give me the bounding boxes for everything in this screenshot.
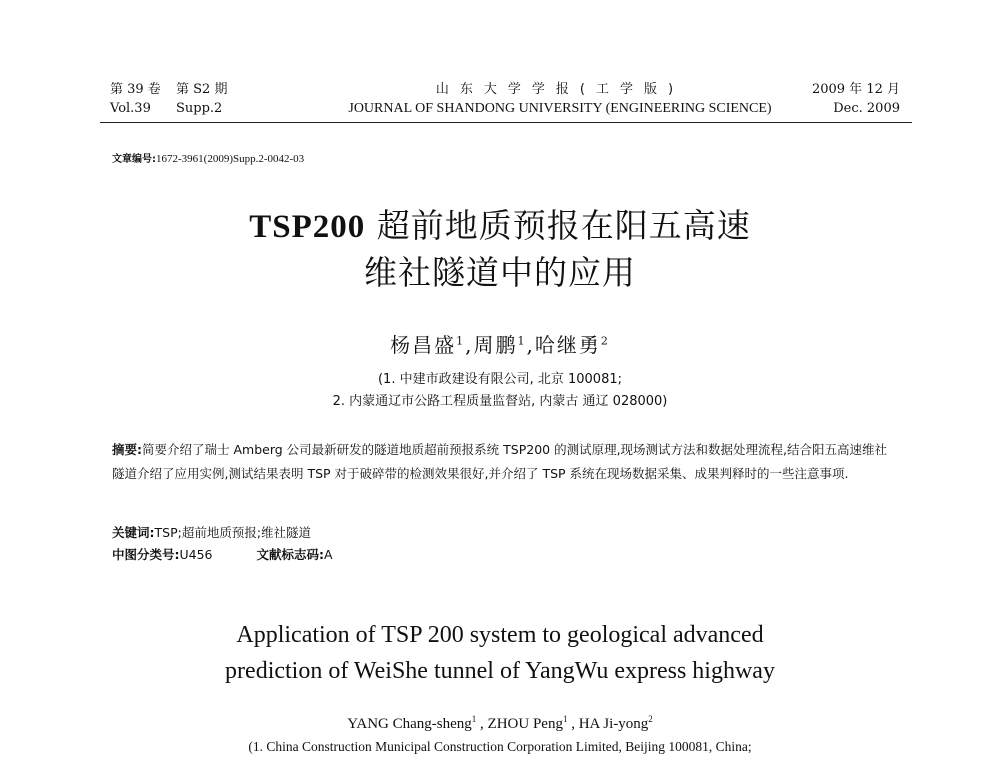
header-volume-en-row — [110, 99, 227, 118]
affiliations-cn — [0, 369, 1000, 413]
doc-code-value: A — [324, 547, 333, 562]
author-en-name: YANG Chang-sheng — [347, 716, 472, 732]
author-en-name: ZHOU Peng — [487, 716, 563, 732]
author-en-name: HA Ji-yong — [578, 716, 649, 732]
affiliation-cn-1: (1. 中建市政建设有限公司, 北京 100081; — [377, 372, 622, 387]
author-en-affil-mark: 1 — [471, 714, 477, 724]
title-en-line1: Application of TSP 200 system to geological advanced — [236, 622, 764, 648]
abstract-label: 摘要: — [112, 442, 142, 457]
author-separator: , — [476, 716, 488, 732]
title-cn — [0, 203, 1000, 296]
header-volume-cn: 第 39 卷 — [110, 82, 161, 97]
affiliation-cn-2: 2. 内蒙通辽市公路工程质量监督站, 内蒙古 通辽 028000) — [332, 394, 668, 409]
title-en-line2: prediction of WeiShe tunnel of YangWu express highway — [225, 658, 775, 684]
author-en-affil-mark: 1 — [562, 714, 568, 724]
abstract-text: 简要介绍了瑞士 Amberg 公司最新研发的隧道地质超前预报系统 TSP200 的测试原理,现场测试方法和数据处理流程,结合阳五高速维社隧道介绍了应用实例,测试结果表明 TSP 对于破碎带的检测效果很好,并介绍了 TSP 系统在现场数据采集、成果判释时的一些注意事项. — [112, 442, 888, 481]
authors-cn — [0, 329, 1000, 358]
header-volume-cn-row — [110, 80, 227, 99]
clc-value: U456 — [179, 547, 213, 562]
author-separator: , — [465, 333, 474, 357]
abstract-cn — [112, 438, 894, 486]
title-cn-line1 — [0, 203, 1000, 250]
header-rule — [100, 122, 912, 123]
author-separator: , — [526, 333, 535, 357]
author-cn-name: 周鹏 — [473, 333, 518, 357]
author-cn-affil-mark: 1 — [456, 334, 466, 348]
title-cn-prefix: TSP200 — [249, 209, 366, 245]
author-separator: , — [567, 716, 579, 732]
authors-en — [0, 714, 1000, 733]
affiliation-en: (1. China Construction Municipal Construction Corporation Limited, Beijing 100081, China; — [248, 739, 752, 754]
keywords-label: 关键词: — [112, 525, 155, 540]
journal-name-cn: 山东大学学报(工学版) — [435, 82, 685, 97]
article-meta — [112, 522, 333, 566]
header-volume-en: Vol.39 — [110, 101, 151, 116]
title-cn-line2: 维社隧道中的应用 — [364, 253, 636, 292]
author-en-affil-mark: 2 — [648, 714, 653, 724]
clc-label: 中图分类号: — [112, 547, 180, 562]
author-cn-affil-mark: 2 — [600, 334, 610, 348]
author-cn-name: 哈继勇 — [534, 333, 601, 357]
article-number-value: 1672-3961(2009)Supp.2-0042-03 — [156, 153, 305, 165]
article-number — [112, 150, 304, 165]
classification-row — [112, 544, 333, 566]
header-issue-en: Supp.2 — [176, 101, 223, 116]
journal-name-en: JOURNAL OF SHANDONG UNIVERSITY (ENGINEERING SCIENCE) — [348, 101, 772, 116]
keywords-text: TSP;超前地质预报;维社隧道 — [154, 525, 312, 540]
header-date-cn: 2009 年 12 月 — [811, 82, 900, 97]
header-date-en: Dec. 2009 — [833, 101, 900, 116]
article-number-label: 文章编号: — [112, 154, 156, 165]
title-en — [0, 617, 1000, 689]
running-header-journal — [300, 80, 820, 118]
running-header-left — [110, 80, 227, 118]
keywords-cn — [112, 522, 333, 544]
author-cn-name: 杨昌盛 — [390, 333, 457, 357]
title-cn-line1-rest: 超前地质预报在阳五高速 — [365, 206, 751, 245]
header-issue-cn: 第 S2 期 — [176, 82, 228, 97]
author-cn-affil-mark: 1 — [517, 334, 527, 348]
running-header-right — [812, 80, 900, 118]
doc-code-label: 文献标志码: — [256, 547, 325, 562]
